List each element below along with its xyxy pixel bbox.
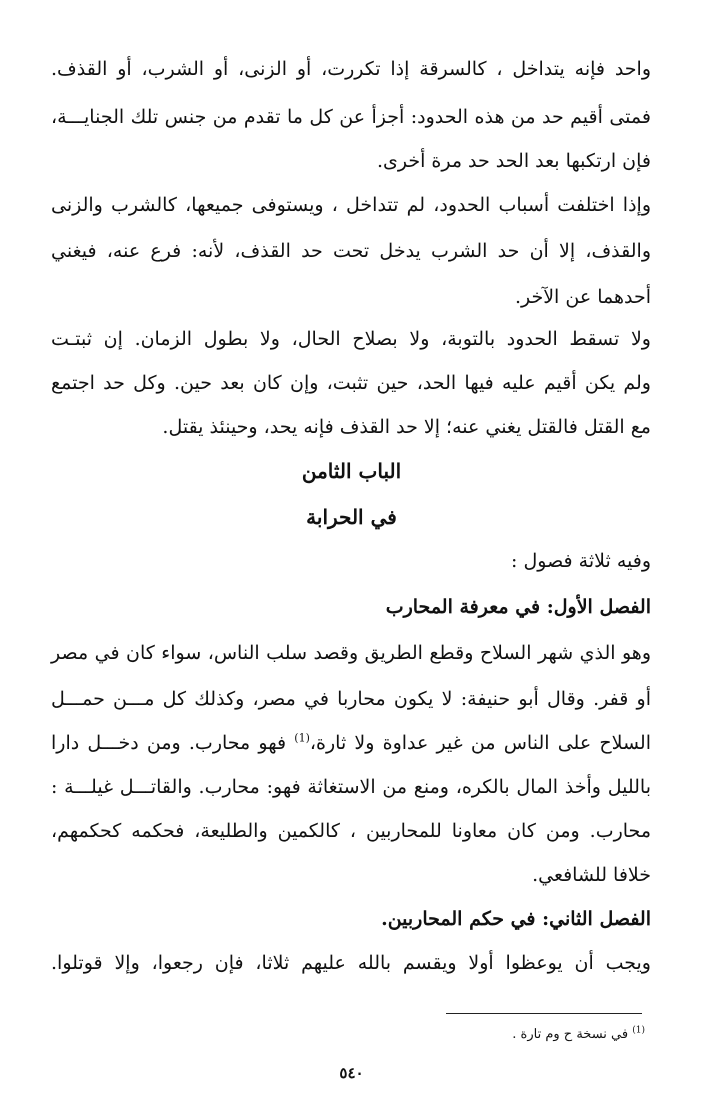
text-line-2: فمتى أقيم حد من هذه الحدود: أجزأ عن كل ما تقدم من جنس تلك الجنايـــة،	[51, 106, 651, 128]
footnote-reference: (1)	[294, 731, 310, 745]
text-line-8: ولم يكن أقيم عليه فيها الحد، حين تثبت، وإن كان بعد حين. وكل حد اجتمع	[51, 372, 651, 394]
footnote-mark: (1)	[632, 1025, 645, 1036]
section-1-line-3-part-b: فهو محارب. ومن دخـــل دارا	[51, 732, 287, 754]
section-1-line-6: خلافا للشافعي.	[532, 864, 651, 886]
footnote-separator	[446, 1013, 642, 1014]
footnote-text: في نسخة ح وم تارة .	[512, 1027, 629, 1042]
text-line-9: مع القتل فالقتل يغني عنه؛ إلا حد القذف فإنه يحد، وحينئذ يقتل.	[162, 416, 651, 438]
text-line-5: والقذف، إلا أن حد الشرب يدخل تحت حد القذف، لأنه: فرع عنه، فيغني	[51, 240, 651, 262]
text-line-3: فإن ارتكبها بعد الحد حد مرة أخرى.	[376, 150, 651, 172]
section-2-heading: الفصل الثاني: في حكم المحاربين.	[381, 908, 651, 930]
section-1-line-5: محارب. ومن كان معاونا للمحاربين ، كالكمين والطليعة، فحكمه كحكمهم،	[51, 820, 651, 842]
section-1-line-2: أو قفر. وقال أبو حنيفة: لا يكون محاربا في مصر، وكذلك كل مـــن حمـــل	[51, 688, 651, 710]
footnote	[512, 1024, 645, 1046]
section-1-line-3	[51, 728, 651, 758]
chapter-title: الباب الثامن	[301, 459, 402, 483]
page-number: ٥٤٠	[339, 1064, 364, 1082]
section-2-line-1: ويجب أن يوعظوا أولا ويقسم بالله عليهم ثلاثا، فإن رجعوا، وإلا قوتلوا.	[51, 952, 651, 974]
chapter-subtitle: في الحرابة	[306, 505, 397, 529]
section-1-line-4: بالليل وأخذ المال بالكره، ومنع من الاستغاثة فهو: محارب. والقاتـــل غيلـــة :	[51, 776, 651, 798]
text-line-7: ولا تسقط الحدود بالتوبة، ولا بصلاح الحال، ولا بطول الزمان. إن ثبتـت	[51, 328, 651, 350]
text-line-6: أحدهما عن الآخر.	[514, 286, 651, 308]
section-1-heading: الفصل الأول: في معرفة المحارب	[385, 596, 651, 618]
section-1-line-3-part-a: السلاح على الناس من غير عداوة ولا ثارة،	[309, 732, 651, 754]
text-line-4: وإذا اختلفت أسباب الحدود، لم تتداخل ، ويستوفى جميعها، كالشرب والزنى	[51, 194, 651, 216]
chapter-intro: وفيه ثلاثة فصول :	[511, 550, 651, 572]
section-1-line-1: وهو الذي شهر السلاح وقطع الطريق وقصد سلب الناس، سواء كان في مصر	[51, 642, 651, 664]
text-line-1: واحد فإنه يتداخل ، كالسرقة إذا تكررت، أو الزنى، أو الشرب، أو القذف.	[51, 58, 651, 80]
